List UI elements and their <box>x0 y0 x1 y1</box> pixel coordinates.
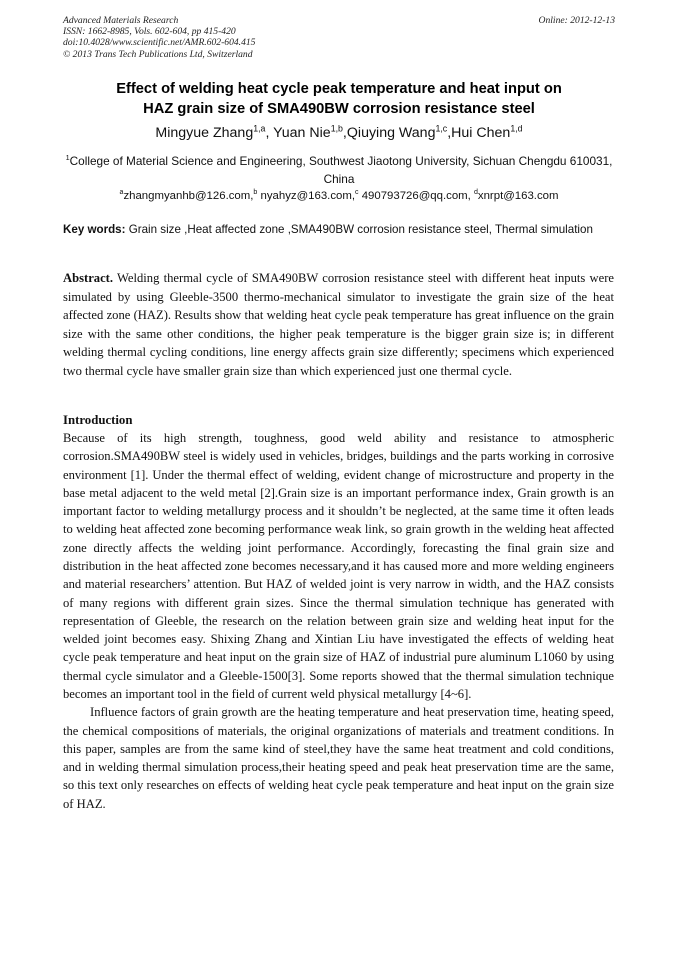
abstract-label: Abstract. <box>63 271 114 285</box>
introduction-heading: Introduction <box>63 413 133 427</box>
author-separator: , <box>265 125 274 141</box>
paper-title <box>40 79 638 119</box>
email-address[interactable]: 490793726@qq.com, <box>358 190 471 202</box>
keywords-text: Grain size ,Heat affected zone ,SMA490BW corrosion resistance steel, Thermal simulation <box>125 223 593 236</box>
introduction-body <box>63 429 614 813</box>
abstract-section <box>63 269 614 380</box>
author-name: Qiuying Wang <box>346 125 436 141</box>
author-separator: , <box>342 125 347 141</box>
affiliation-text: College of Material Science and Engineering, Southwest Jiaotong University, Sichuan Chengdu 610031, China <box>69 154 613 186</box>
author-affil-mark: 1,c <box>435 123 448 134</box>
journal-name: Advanced Materials Research <box>63 15 179 26</box>
title-line-2: HAZ grain size of SMA490BW corrosion resistance steel <box>143 101 535 117</box>
abstract-text: Welding thermal cycle of SMA490BW corrosion resistance steel with different heat inputs were simulated by using Gleeble-3500 thermo-mechanical simulator to investigate the grain size of the heat affected zone (HAZ). Results show that welding heat cycle peak temperature has great influence on the grain size with the same other conditions, the higher peak temperature is the bigger grain size is; in different welding thermal cycling conditions, line energy affects grain size differently; specimens which experienced two thermal cycle have smaller grain size than which experienced just one thermal cycle. <box>63 271 614 378</box>
doi-line: doi:10.4028/www.scientific.net/AMR.602-604.415 <box>63 37 256 49</box>
author-affil-mark: 1,d <box>510 123 523 134</box>
publication-header <box>63 15 615 60</box>
email-mark: a <box>119 189 124 197</box>
email-list <box>60 189 618 203</box>
email-mark: b <box>253 189 258 197</box>
online-date: Online: 2012-12-13 <box>538 15 615 26</box>
email-mark: c <box>355 189 359 197</box>
author-name: Hui Chen <box>451 125 511 141</box>
author-separator: , <box>447 125 452 141</box>
author-affil-mark: 1,a <box>253 123 266 134</box>
title-line-1: Effect of welding heat cycle peak temperature and heat input on <box>116 81 562 97</box>
copyright-line: © 2013 Trans Tech Publications Ltd, Switzerland <box>63 48 253 60</box>
affiliation-mark: 1 <box>65 153 70 163</box>
email-mark: d <box>473 189 478 197</box>
intro-paragraph-1: Because of its high strength, toughness, good weld ability and resistance to atmospheric corrosion.SMA490BW steel is widely used in vehicles, bridges, buildings and the parts working in corrosive environment [1]. Under the thermal effect of welding, evident change of microstructure and property in the base metal adjacent to the weld metal [2].Grain size is an important performance index, Grain growth is an important factor to welding metallurgy process and it shouldn’t be neglected, at the same time it often leads to welding heat affected zone becoming performance weak link, so grain growth in the welding heat affected zone directly affects the welding joint performance. Accordingly, forecasting the final grain size and distribution in the heat affected zone becomes necessary,and it has caused more and more welding engineers and material researchers’ attention. But HAZ of welded joint is very narrow in width, and the HAZ consists of many regions with different grain sizes. Since the thermal simulation technique has generated with representation of Gleeble, the research on the relation between grain size and welding heat input for the welded joint becomes easy. Shixing Zhang and Xintian Liu have investigated the effects of welding heat cycle peak temperature and heat input on the grain size of HAZ of industrial pure aluminum L1060 by using thermal cycle simulator and a Gleeble-1500[3]. Some reports showed that the thermal simulation technique becomes an important tool in the field of current weld physical metallurgy [4~6]. <box>63 431 614 701</box>
author-name: Mingyue Zhang <box>155 125 254 141</box>
keywords-label: Key words: <box>63 223 126 236</box>
issn-line: ISSN: 1662-8985, Vols. 602-604, pp 415-420 <box>63 26 236 38</box>
keywords-section <box>63 221 614 239</box>
email-address[interactable]: zhangmyanhb@126.com, <box>123 190 254 202</box>
affiliation <box>60 152 618 188</box>
author-affil-mark: 1,b <box>330 123 343 134</box>
author-name: Yuan Nie <box>273 125 331 141</box>
email-address[interactable]: xnrpt@163.com <box>477 190 559 202</box>
author-list <box>40 124 638 142</box>
intro-paragraph-2: Influence factors of grain growth are the heating temperature and heat preservation time, heating speed, the chemical compositions of materials, the original organizations of materials and treatment conditions. In this paper, samples are from the same kind of steel,they have the same heat treatment and cold conditions, and in welding thermal simulation process,their heating speed and peak heat preservation time are the same, so this text only researches on effects of welding heat cycle peak temperature and heat input on the grain size of HAZ. <box>63 705 614 811</box>
email-address[interactable]: nyahyz@163.com, <box>257 190 356 202</box>
